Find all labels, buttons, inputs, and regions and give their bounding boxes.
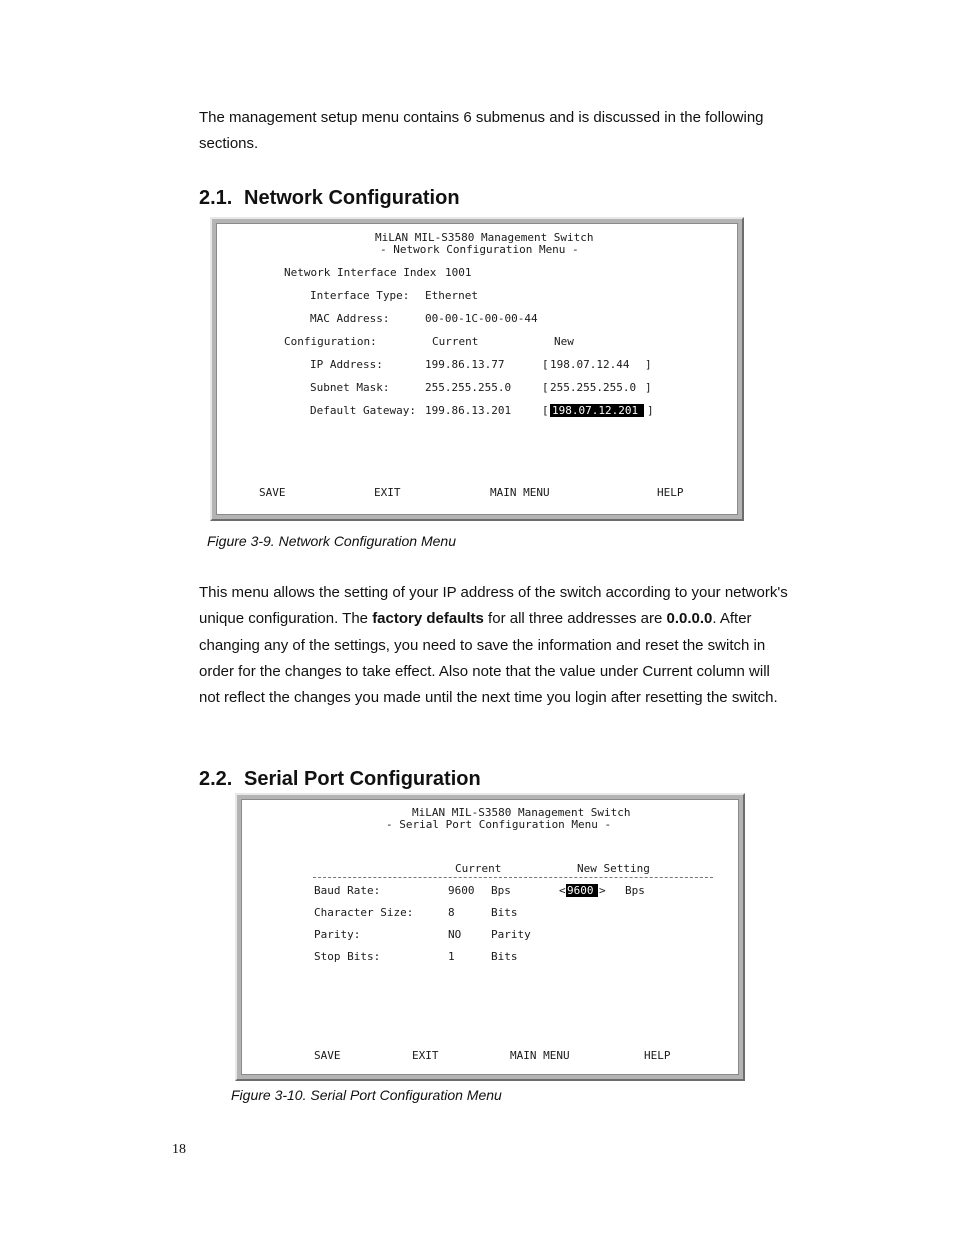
iface-index-label: Network Interface Index bbox=[284, 266, 437, 279]
gateway-label: Default Gateway: bbox=[310, 404, 416, 417]
baud-value: 9600 bbox=[448, 884, 475, 897]
section-heading-serial bbox=[199, 767, 481, 791]
terminal-subtitle: - Serial Port Configuration Menu - bbox=[386, 818, 612, 831]
menu-help[interactable]: HELP bbox=[657, 486, 684, 499]
section-number: 2.2. bbox=[199, 768, 233, 790]
col-new-setting: New Setting bbox=[577, 862, 650, 875]
section-number: 2.1. bbox=[199, 187, 233, 209]
body-text-1: This menu allows the setting of your IP address of the switch according to your network's unique configuration. The bbox=[199, 584, 788, 628]
mask-current: 255.255.255.0 bbox=[425, 381, 512, 394]
header-divider bbox=[313, 877, 713, 878]
menu-save[interactable]: SAVE bbox=[314, 1049, 341, 1062]
body-bold-factory-defaults: factory defaults bbox=[372, 610, 484, 628]
stop-bits-unit: Bits bbox=[491, 950, 518, 963]
menu-exit[interactable]: EXIT bbox=[412, 1049, 439, 1062]
menu-exit[interactable]: EXIT bbox=[374, 486, 401, 499]
terminal-screen bbox=[216, 223, 738, 515]
ip-label: IP Address: bbox=[310, 358, 383, 371]
menu-main-menu[interactable]: MAIN MENU bbox=[510, 1049, 570, 1062]
stop-bits-label: Stop Bits: bbox=[314, 950, 381, 963]
iface-type-label: Interface Type: bbox=[310, 289, 410, 302]
gateway-bracket-close: ] bbox=[647, 404, 654, 417]
mask-bracket-close: ] bbox=[645, 381, 652, 394]
stop-bits-value: 1 bbox=[448, 950, 455, 963]
ip-bracket-open: [ bbox=[542, 358, 549, 371]
ip-current: 199.86.13.77 bbox=[425, 358, 505, 371]
menu-help[interactable]: HELP bbox=[644, 1049, 671, 1062]
col-current: Current bbox=[432, 335, 479, 348]
mac-label: MAC Address: bbox=[310, 312, 390, 325]
gateway-current: 199.86.13.201 bbox=[425, 404, 512, 417]
menu-main-menu[interactable]: MAIN MENU bbox=[490, 486, 550, 499]
body-bold-default-address: 0.0.0.0 bbox=[666, 610, 713, 628]
char-size-unit: Bits bbox=[491, 906, 518, 919]
mask-label: Subnet Mask: bbox=[310, 381, 390, 394]
terminal-screen bbox=[241, 799, 739, 1075]
gateway-new-input[interactable]: 198.07.12.201 bbox=[550, 404, 644, 417]
parity-label: Parity: bbox=[314, 928, 361, 941]
mask-new-input[interactable]: 255.255.255.0 bbox=[550, 381, 637, 394]
mac-value: 00-00-1C-00-00-44 bbox=[425, 312, 538, 325]
parity-unit: Parity bbox=[491, 928, 531, 941]
baud-unit: Bps bbox=[491, 884, 511, 897]
network-config-screenshot bbox=[210, 217, 744, 521]
mask-bracket-open: [ bbox=[542, 381, 549, 394]
char-size-value: 8 bbox=[448, 906, 455, 919]
figure-caption-2: Figure 3-10. Serial Port Configuration Menu bbox=[231, 1087, 502, 1103]
baud-new-unit: Bps bbox=[625, 884, 645, 897]
serial-config-screenshot bbox=[235, 793, 745, 1081]
parity-value: NO bbox=[448, 928, 462, 941]
char-size-label: Character Size: bbox=[314, 906, 414, 919]
col-current: Current bbox=[455, 862, 502, 875]
gateway-bracket-open: [ bbox=[542, 404, 549, 417]
menu-save[interactable]: SAVE bbox=[259, 486, 286, 499]
page-number: 18 bbox=[172, 1142, 186, 1157]
iface-index-value: 1001 bbox=[445, 266, 472, 279]
section-title: Serial Port Configuration bbox=[244, 768, 481, 790]
config-label: Configuration: bbox=[284, 335, 377, 348]
body-paragraph bbox=[199, 580, 789, 711]
baud-new-select[interactable]: 9600 bbox=[566, 884, 598, 897]
figure-caption-1: Figure 3-9. Network Configuration Menu bbox=[207, 533, 457, 549]
baud-label: Baud Rate: bbox=[314, 884, 381, 897]
ip-bracket-close: ] bbox=[645, 358, 652, 371]
ip-new-input[interactable]: 198.07.12.44 bbox=[550, 358, 630, 371]
terminal-subtitle: - Network Configuration Menu - bbox=[380, 243, 579, 256]
baud-arrow-right: > bbox=[599, 884, 606, 897]
terminal-title: MiLAN MIL-S3580 Management Switch bbox=[375, 231, 594, 244]
body-text-2: for all three addresses are bbox=[483, 610, 667, 628]
section-title: Network Configuration bbox=[244, 187, 460, 209]
body-text-3: . After changing any of the settings, you need to save the information and reset the switch in order for the changes to take effect. Also note that the value under Current column will not reflect the changes you made until the next time you login after resetting the switch. bbox=[199, 610, 778, 707]
intro-paragraph: The management setup menu contains 6 submenus and is discussed in the following sections. bbox=[199, 109, 764, 153]
iface-type-value: Ethernet bbox=[425, 289, 478, 302]
terminal-title: MiLAN MIL-S3580 Management Switch bbox=[412, 806, 631, 819]
col-new: New bbox=[554, 335, 574, 348]
baud-arrow-left: < bbox=[559, 884, 566, 897]
section-heading-network bbox=[199, 186, 460, 210]
